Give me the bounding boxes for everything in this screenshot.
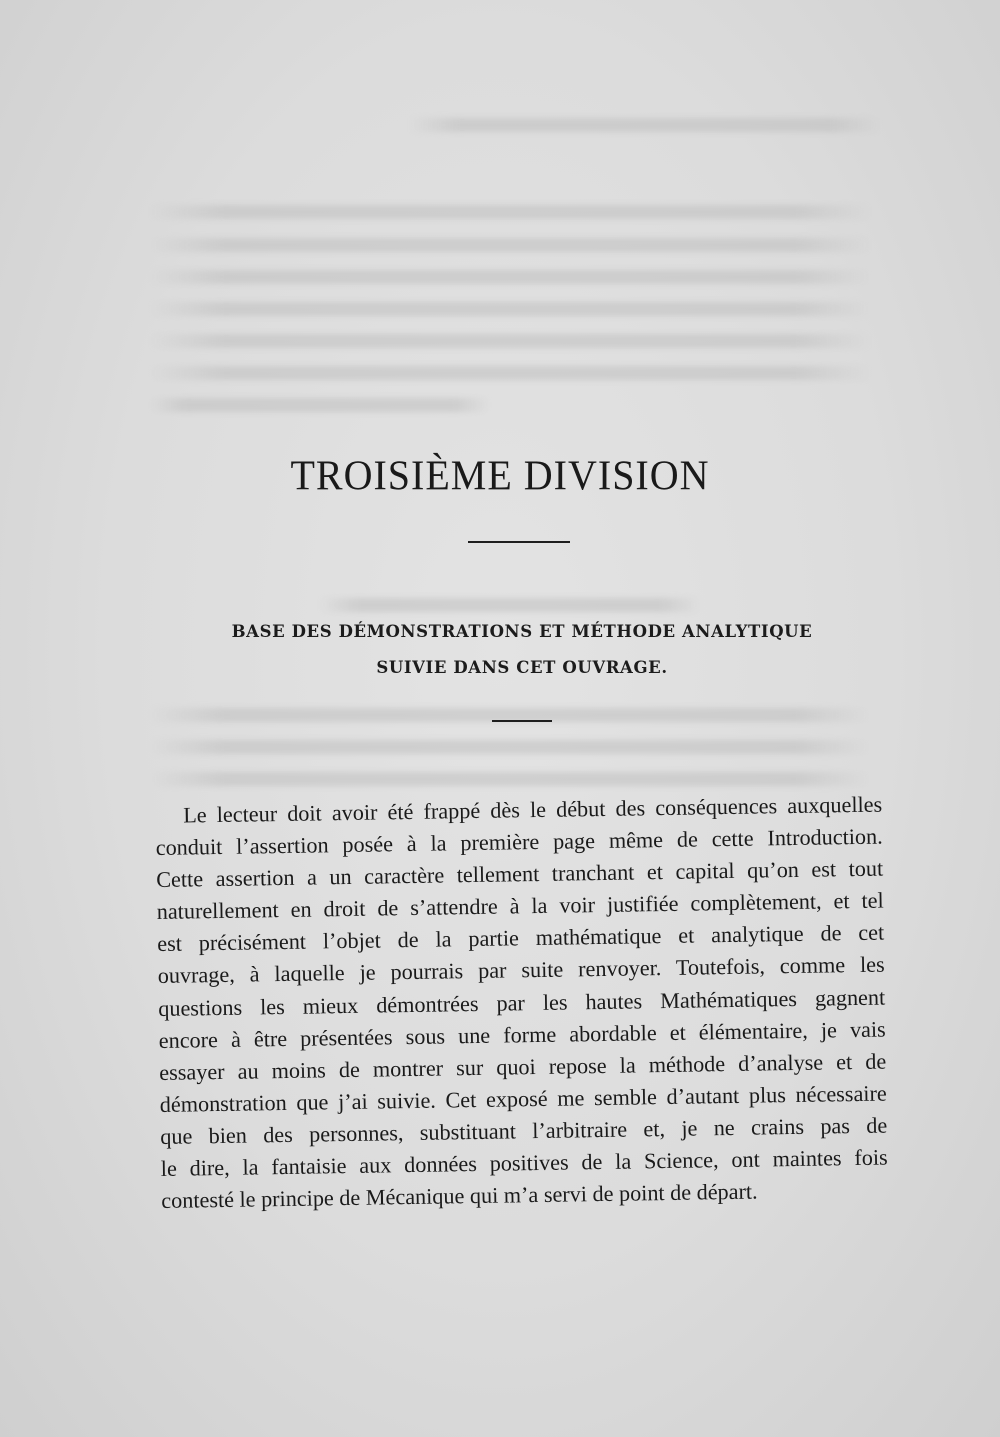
paragraph-line: naturellement en droit de s’attendre à la voir justifiée complètement, et tel (156, 887, 884, 925)
paragraph-line: Le lecteur doit avoir été frappé dès le début des conséquences auxquelles (183, 791, 883, 828)
section-subtitle-line-2: SUIVIE DANS CET OUVRAGE. (376, 658, 668, 677)
division-title: TROISIÈME DIVISION (290, 451, 710, 500)
bleed-through-line (150, 205, 870, 219)
paragraph-line: encore à être présentées sous une forme abordable et élémentaire, je vais (158, 1016, 886, 1053)
bleed-through-line (150, 366, 870, 380)
paragraph-line: Cette assertion a un caractère tellement tranchant et capital qu’on est tout (156, 855, 884, 893)
paragraph-line: est précisément l’objet de la partie mathématique et analytique de cet (157, 919, 885, 957)
body-paragraph (155, 789, 888, 1218)
paragraph-line: ouvrage, à laquelle je pourrais par suite renvoyer. Toutefois, comme les (157, 952, 885, 989)
paragraph-line: essayer au moins de montrer sur quoi repose la méthode d’analyse et de (159, 1048, 887, 1085)
paragraph-line: que bien des personnes, substituant l’arbitraire et, je ne crains pas de (160, 1112, 888, 1149)
bleed-through-line (150, 302, 870, 316)
paragraph-line: démonstration que j’ai suivie. Cet exposé me semble d’autant plus nécessaire (159, 1080, 887, 1117)
bleed-through-line (150, 740, 870, 754)
paragraph-line: questions les mieux démontrées par les hautes Mathématiques gagnent (158, 984, 886, 1021)
bleed-through-line (150, 334, 870, 348)
bleed-through-line (150, 238, 870, 252)
paragraph-line: contesté le principe de Mécanique qui m’a servi de point de départ. (161, 1178, 758, 1214)
bleed-through-line (410, 118, 880, 132)
paragraph-line: le dire, la fantaisie aux données positives de la Science, ont maintes fois (160, 1144, 888, 1181)
bleed-through-line (150, 270, 870, 284)
paragraph-line: conduit l’assertion posée à la première page même de cette Introduction. (155, 823, 883, 861)
bleed-through-line (150, 772, 870, 786)
title-divider (468, 541, 570, 543)
bleed-through-line (320, 598, 700, 612)
section-subtitle-line-1: BASE DES DÉMONSTRATIONS ET MÉTHODE ANALYTIQUE (231, 622, 813, 641)
subtitle-divider (492, 720, 552, 722)
bleed-through-line (150, 398, 490, 412)
